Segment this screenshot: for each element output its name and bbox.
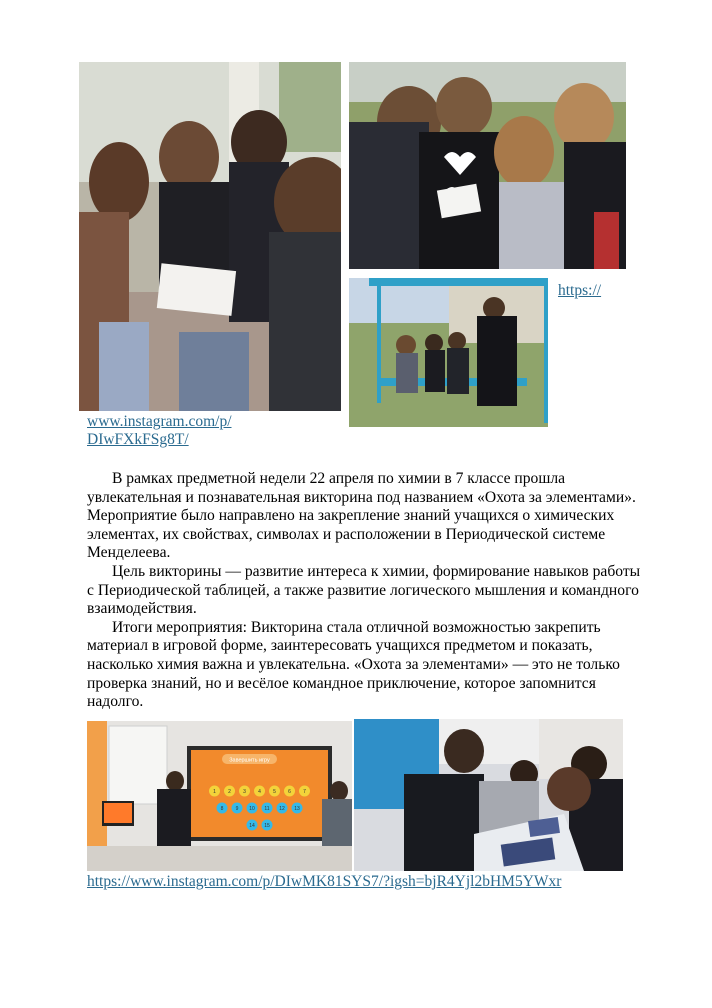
board-title: Завершить игру <box>229 757 270 764</box>
instagram-link-1-line1: www.instagram.com/p/ <box>87 413 232 430</box>
photo-students-outdoor <box>349 62 626 269</box>
paragraph-3: Итоги мероприятия: Викторина стала отличной возможностью закрепить материал в игровой форме, заинтересовать учащихся предметом и показать, насколько химия важна и увлекательна. «Охота за элементами» — это не только проверка знаний, но и весёлое командное приключение, которое запомнится надолго. <box>87 618 620 711</box>
instagram-link-3[interactable]: https://www.instagram.com/p/DIwMK81SYS7/?igsh=bjR4Yjl2bHM5YWxr <box>87 873 562 890</box>
board-ball-label: 6 <box>288 789 291 795</box>
paragraph-2: Цель викторины — развитие интереса к химии, формирование навыков работы с Периодической таблицей, а также развитие логического мышления и командного взаимодействия. <box>87 562 641 618</box>
instagram-link-2[interactable]: https:// <box>558 282 602 299</box>
board-ball-label: 12 <box>279 806 285 812</box>
board-ball-label: 7 <box>303 789 306 795</box>
instagram-link-1[interactable] <box>87 413 232 449</box>
article-text <box>87 470 647 712</box>
photo-students-corridor <box>79 62 341 411</box>
board-ball-label: 15 <box>264 823 270 829</box>
photo-students-table <box>354 719 623 871</box>
paragraph-1: В рамках предметной недели 22 апреля по химии в 7 классе прошла увлекательная и познавательная викторина под названием «Охота за элементами». Мероприятие было направлено на закрепление знаний учащихся о химических элементах, их свойствах, символах и расположении в Периодической системе Менделеева. <box>87 470 636 562</box>
board-ball-label: 11 <box>264 806 270 812</box>
board-ball-label: 2 <box>228 789 231 795</box>
board-ball-label: 1 <box>213 789 216 795</box>
board-ball-label: 14 <box>249 823 255 829</box>
board-ball-label: 4 <box>258 789 261 795</box>
board-ball-label: 9 <box>235 806 239 812</box>
instagram-link-1-line2: DIwFXkFSg8T/ <box>87 431 189 448</box>
board-ball-label: 3 <box>243 789 246 795</box>
photo-interactive-board <box>87 721 352 871</box>
photo-students-bench <box>349 278 548 427</box>
board-ball-label: 10 <box>249 806 255 812</box>
board-ball-label: 8 <box>220 806 224 812</box>
board-ball-label: 13 <box>294 806 300 812</box>
board-ball-label: 5 <box>273 789 276 795</box>
